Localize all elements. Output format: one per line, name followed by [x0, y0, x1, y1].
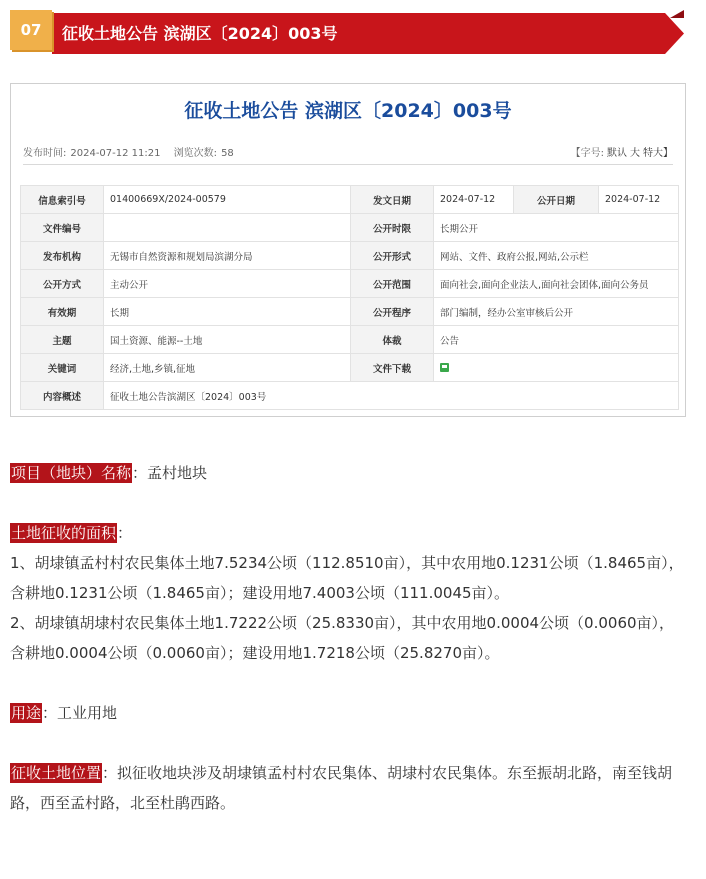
meta-divider [23, 164, 673, 165]
doc-no-value [104, 214, 351, 242]
document-title: 征收土地公告 滨湖区〔2024〕003号 [184, 100, 512, 122]
issuer-value: 无锡市自然资源和规划局滨湖分局 [104, 242, 351, 270]
section-banner [10, 10, 686, 54]
issue-date-value: 2024-07-12 [434, 186, 514, 214]
public-procedure-value: 部门编制，经办公室审核后公开 [434, 298, 679, 326]
project-heading: 项目（地块）名称 [11, 464, 132, 482]
public-scope-value: 面向社会,面向企业法人,面向社会团体,面向公务员 [434, 270, 679, 298]
public-date-value: 2024-07-12 [599, 186, 679, 214]
publish-time: 2024-07-12 11:21 [70, 148, 161, 159]
public-form-value: 网站、文件、政府公报,网站,公示栏 [434, 242, 679, 270]
table-row [21, 186, 679, 214]
document-info-table [20, 185, 679, 410]
public-method-value: 主动公开 [104, 270, 351, 298]
views-label: 浏览次数: [173, 148, 218, 159]
public-date-label: 公开日期 [514, 186, 599, 214]
banner-fold [670, 10, 684, 18]
views-count: 58 [221, 148, 234, 159]
area-colon: ： [117, 524, 133, 542]
publish-time-label: 发布时间: [23, 148, 67, 159]
use-paragraph [10, 698, 686, 728]
subject-value: 国土资源、能源--土地 [104, 326, 351, 354]
public-period-label: 公开时限 [351, 214, 434, 242]
keywords-value: 经济,土地,乡镇,征地 [104, 354, 351, 382]
location-heading: 征收土地位置 [11, 764, 102, 782]
table-row [21, 298, 679, 326]
public-period-value: 长期公开 [434, 214, 679, 242]
summary-value: 征收土地公告滨湖区〔2024〕003号 [104, 382, 679, 410]
use-heading: 用途 [11, 704, 42, 722]
file-download-icon[interactable] [440, 363, 449, 372]
public-form-label: 公开形式 [351, 242, 434, 270]
use-value: ：工业用地 [42, 704, 118, 722]
subject-label: 主题 [21, 326, 104, 354]
font-size-default[interactable]: 默认 [607, 148, 627, 159]
area-item-1: 1、胡埭镇孟村村农民集体土地7.5234公顷（112.8510亩），其中农用地0.1231公顷（1.8465亩），含耕地0.1231公顷（1.8465亩）；建设用地7.4003公顷（111.0045亩）。 [10, 554, 684, 602]
document-meta [23, 144, 238, 159]
doc-no-label: 文件编号 [21, 214, 104, 242]
table-row [21, 382, 679, 410]
issuer-label: 发布机构 [21, 242, 104, 270]
project-paragraph [10, 458, 686, 488]
download-cell [434, 354, 679, 382]
validity-label: 有效期 [21, 298, 104, 326]
location-value: ：拟征收地块涉及胡埭镇孟村村农民集体、胡埭村农民集体。东至振胡北路，南至钱胡路，西至孟村路，北至杜鹃西路。 [10, 764, 673, 812]
public-scope-label: 公开范围 [351, 270, 434, 298]
document-info-card [10, 83, 686, 417]
font-size-large[interactable]: 大 [630, 148, 640, 159]
font-size-label: 【字号: [570, 148, 604, 159]
table-row [21, 326, 679, 354]
area-heading: 土地征收的面积 [11, 524, 117, 542]
project-value: ：孟村地块 [132, 464, 208, 482]
area-heading-paragraph [10, 518, 686, 548]
font-size-xlarge[interactable]: 特大】 [643, 148, 673, 159]
location-paragraph [10, 758, 686, 818]
table-row [21, 242, 679, 270]
table-row [21, 214, 679, 242]
table-row [21, 270, 679, 298]
font-size-switcher [571, 144, 673, 159]
index-no-value: 01400669X/2024-00579 [104, 186, 351, 214]
table-row [21, 354, 679, 382]
area-item-2: 2、胡埭镇胡埭村农民集体土地1.7222公顷（25.8330亩），其中农用地0.0004公顷（0.0060亩），含耕地0.0004公顷（0.0060亩）；建设用地1.7218公顷（25.8270亩）。 [10, 614, 675, 662]
index-no-label: 信息索引号 [21, 186, 104, 214]
announcement-content [10, 458, 686, 818]
genre-label: 体裁 [351, 326, 434, 354]
public-procedure-label: 公开程序 [351, 298, 434, 326]
banner-title: 征收土地公告 滨湖区〔2024〕003号 [62, 24, 338, 43]
validity-value: 长期 [104, 298, 351, 326]
public-method-label: 公开方式 [21, 270, 104, 298]
summary-label: 内容概述 [21, 382, 104, 410]
genre-value: 公告 [434, 326, 679, 354]
keywords-label: 关键词 [21, 354, 104, 382]
section-number-badge: 07 [10, 10, 52, 50]
download-label: 文件下载 [351, 354, 434, 382]
issue-date-label: 发文日期 [351, 186, 434, 214]
